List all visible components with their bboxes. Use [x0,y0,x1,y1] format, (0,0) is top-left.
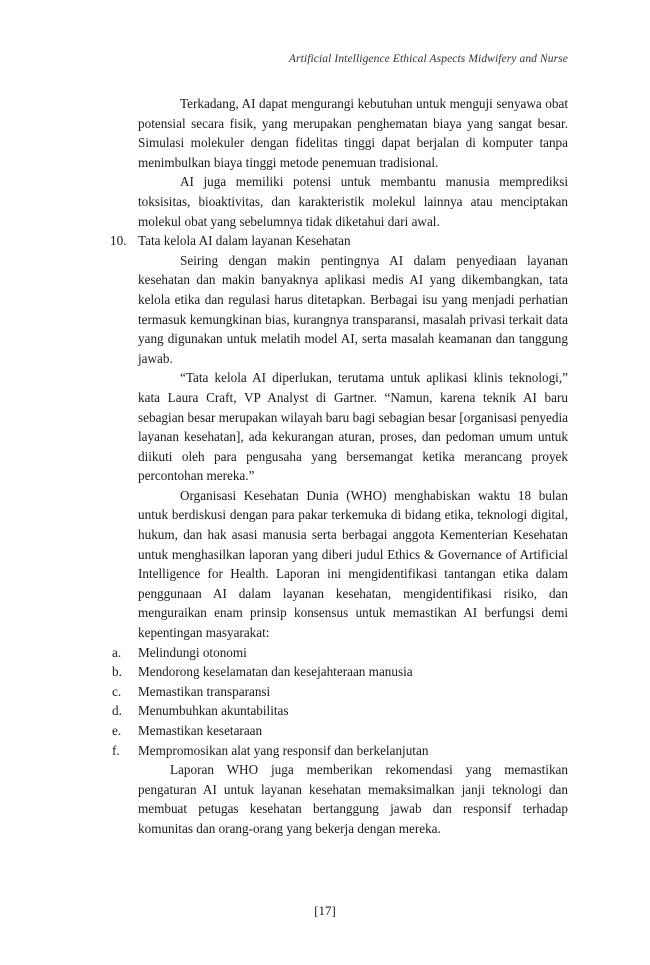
paragraph-who-recommendation: Laporan WHO juga memberikan rekomendasi yang memastikan pengaturan AI untuk layanan kesehatan memaksimalkan janji teknologi dan membuat petugas kesehatan bertanggung jawab dan responsif terhadap komunitas dan orang-orang yang bekerja dengan mereka. [138,762,568,836]
list-marker: e. [112,723,122,738]
list-text: Mempromosikan alat yang responsif dan berkelanjutan [138,742,429,758]
list-marker: d. [112,703,122,719]
list-item [112,721,568,741]
list-item [112,662,568,682]
page-number: [17] [314,903,336,918]
section-number: 10. [110,233,127,249]
paragraph-molecule-prediction: AI juga memiliki potensi untuk membantu manusia memprediksi toksisitas, bioaktivitas, dan karakteristik molekul lainnya atau menciptakan molekul obat yang sebelumnya tidak diketahui dari awal. [138,174,568,229]
list-item [112,741,568,761]
list-text: Mendorong keselamatan dan kesejahteraan manusia [138,664,413,680]
list-item [112,643,568,663]
paragraph-gartner-quote: “Tata kelola AI diperlukan, terutama untuk aplikasi klinis teknologi,” kata Laura Craft, VP Analyst di Gartner. “Namun, karena teknik AI baru sebagian besar merupakan wilayah baru bagi sebagian besar [organisasi penyedia layanan kesehatan], ada kekurangan aturan, proses, dan pedoman umum untuk diikuti oleh para pengusaha yang bersemangat ketika merancang proyek percontohan mereka.” [138,370,568,484]
running-header-title: Artificial Intelligence Ethical Aspects Midwifery and Nurse [288,53,568,65]
section-heading [110,231,568,251]
paragraph-governance-intro: Seiring dengan makin pentingnya AI dalam penyediaan layanan kesehatan dan makin banyaknya aplikasi medis AI yang dikembangkan, tata kelola etika dan regulasi harus ditetapkan. Berbagai isu yang menjadi perhatian termasuk kemungkinan bias, kurangnya transparansi, masalah privasi terkait data yang digunakan untuk melatih model AI, serta masalah keamanan dan tanggung jawab. [138,252,568,366]
list-marker: f. [112,742,120,758]
list-item [112,701,568,721]
list-marker: b. [112,664,122,680]
list-text: Memastikan transparansi [138,683,271,699]
section-title: Tata kelola AI dalam layanan Kesehatan [138,233,351,249]
list-text: Memastikan kesetaraan [138,723,263,738]
page-body [110,94,568,839]
list-text: Melindungi otonomi [138,644,247,660]
list-marker: a. [112,644,122,660]
list-marker: c. [112,683,122,699]
paragraph-who-report: Organisasi Kesehatan Dunia (WHO) menghabiskan waktu 18 bulan untuk berdiskusi dengan para pakar terkemuka di bidang etika, teknologi digital, hukum, dan hak asasi manusia serta berbagai anggota Kementerian Kesehatan untuk menghasilkan laporan yang diberi judul Ethics & Governance of Artificial Intelligence for Health. Laporan ini mengidentifikasi tantangan etika dalam penggunaan AI dalam layanan kesehatan, mengidentifikasi risiko, dan menguraikan enam prinsip konsensus untuk memastikan AI berfungsi demi kepentingan masyarakat: [138,487,568,641]
principles-list [112,643,568,761]
list-item [112,682,568,702]
list-text: Menumbuhkan akuntabilitas [138,703,289,719]
paragraph-simulation-cost: Terkadang, AI dapat mengurangi kebutuhan untuk menguji senyawa obat potensial secara fisik, yang merupakan penghematan biaya yang sangat besar. Simulasi molekuler dengan fidelitas tinggi dapat berjalan di komputer tanpa menimbulkan biaya tinggi metode penemuan tradisional. [138,96,568,170]
